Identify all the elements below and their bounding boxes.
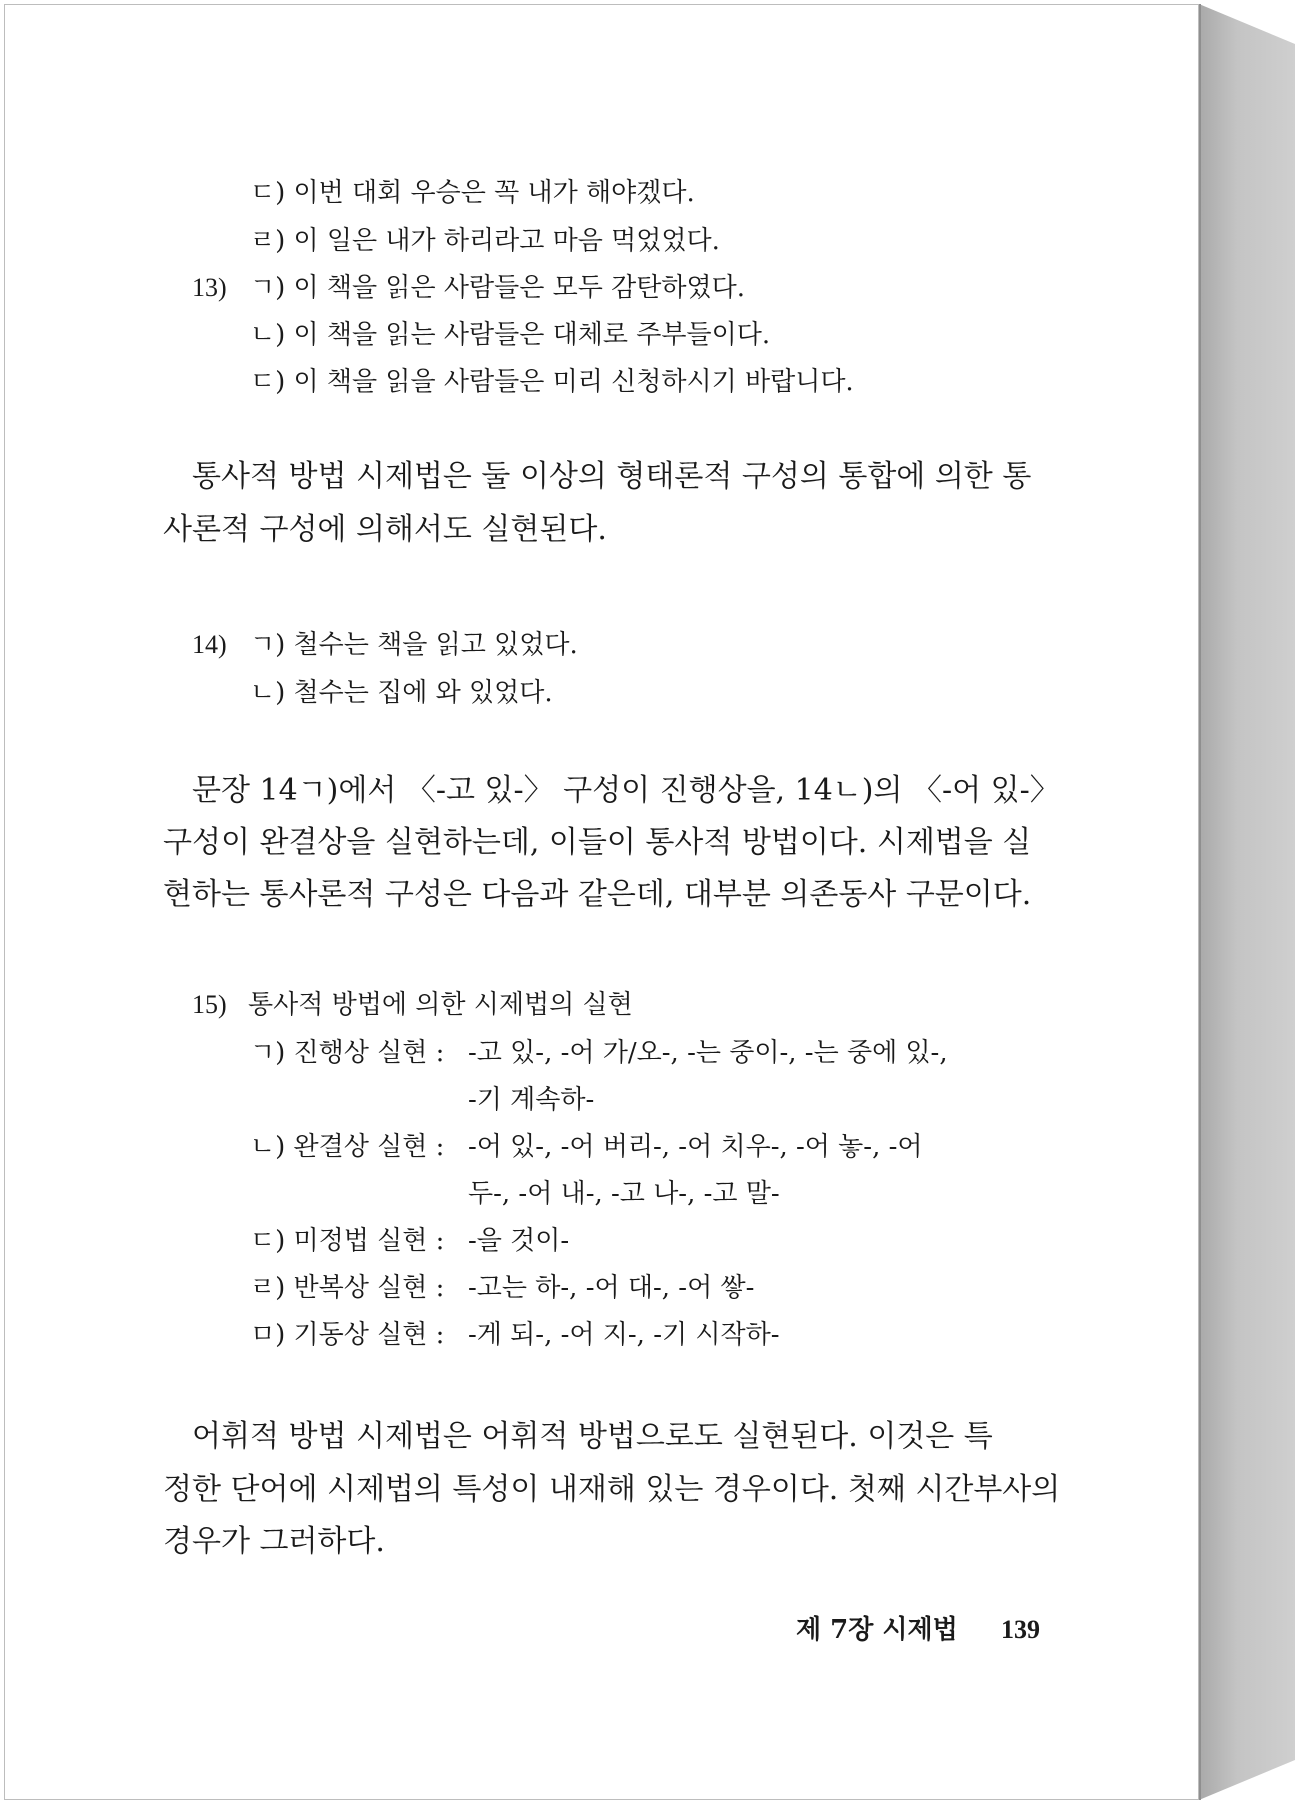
example-12c: ㄷ) 이번 대회 우승은 꼭 내가 해야겠다.: [250, 178, 695, 208]
example-15-title: 통사적 방법에 의한 시제법의 실현: [248, 990, 633, 1020]
example-15b-label: ㄴ) 완결상 실현 :: [250, 1132, 445, 1162]
example-13c: ㄷ) 이 책을 읽을 사람들은 미리 신청하시기 바랍니다.: [250, 367, 854, 397]
page-number: 139: [1001, 1615, 1040, 1644]
example-15-number: 15): [192, 990, 227, 1019]
example-14b: ㄴ) 철수는 집에 와 있었다.: [250, 678, 553, 708]
example-14a: ㄱ) 철수는 책을 읽고 있었다.: [250, 630, 578, 660]
example-15b-forms-1: -어 있-, -어 버리-, -어 치우-, -어 놓-, -어: [468, 1132, 923, 1162]
paragraph-2-line-2: 구성이 완결상을 실현하는데, 이들이 통사적 방법이다. 시제법을 실: [163, 825, 1032, 860]
paragraph-1-line-2: 사론적 구성에 의해서도 실현된다.: [163, 512, 607, 547]
paragraph-2-line-1: 문장 14ㄱ)에서 〈-고 있-〉 구성이 진행상을, 14ㄴ)의 〈-어 있-〉: [192, 773, 1060, 808]
example-15a-forms-1: -고 있-, -어 가/오-, -는 중이-, -는 중에 있-,: [468, 1038, 948, 1068]
example-14-number: 14): [192, 630, 227, 659]
example-13b: ㄴ) 이 책을 읽는 사람들은 대체로 주부들이다.: [250, 320, 771, 350]
example-15a-forms-2: -기 계속하-: [468, 1085, 595, 1115]
example-15c-forms: -을 것이-: [468, 1226, 570, 1256]
example-15d-label: ㄹ) 반복상 실현 :: [250, 1273, 445, 1303]
example-13a: ㄱ) 이 책을 읽은 사람들은 모두 감탄하였다.: [250, 273, 745, 303]
paragraph-3-line-1: 어휘적 방법 시제법은 어휘적 방법으로도 실현된다. 이것은 특: [192, 1419, 993, 1454]
example-13-number: 13): [192, 273, 227, 302]
running-footer-chapter: 제 7장 시제법: [796, 1615, 958, 1645]
example-15e-label: ㅁ) 기동상 실현 :: [250, 1320, 445, 1350]
example-15d-forms: -고는 하-, -어 대-, -어 쌓-: [468, 1273, 755, 1303]
book-edge: [1199, 4, 1295, 1800]
paragraph-3-line-2: 정한 단어에 시제법의 특성이 내재해 있는 경우이다. 첫째 시간부사의: [163, 1472, 1061, 1507]
example-15b-forms-2: 두-, -어 내-, -고 나-, -고 말-: [468, 1179, 780, 1209]
paragraph-3-line-3: 경우가 그러하다.: [163, 1524, 385, 1559]
example-12d: ㄹ) 이 일은 내가 하리라고 마음 먹었었다.: [250, 226, 720, 256]
book-edge-line: [1199, 4, 1201, 1800]
example-15c-label: ㄷ) 미정법 실현 :: [250, 1226, 445, 1256]
example-15a-label: ㄱ) 진행상 실현 :: [250, 1038, 445, 1068]
paragraph-1-line-1: 통사적 방법 시제법은 둘 이상의 형태론적 구성의 통합에 의한 통: [192, 459, 1032, 494]
example-15e-forms: -게 되-, -어 지-, -기 시작하-: [468, 1320, 780, 1350]
paragraph-2-line-3: 현하는 통사론적 구성은 다음과 같은데, 대부분 의존동사 구문이다.: [163, 877, 1032, 912]
